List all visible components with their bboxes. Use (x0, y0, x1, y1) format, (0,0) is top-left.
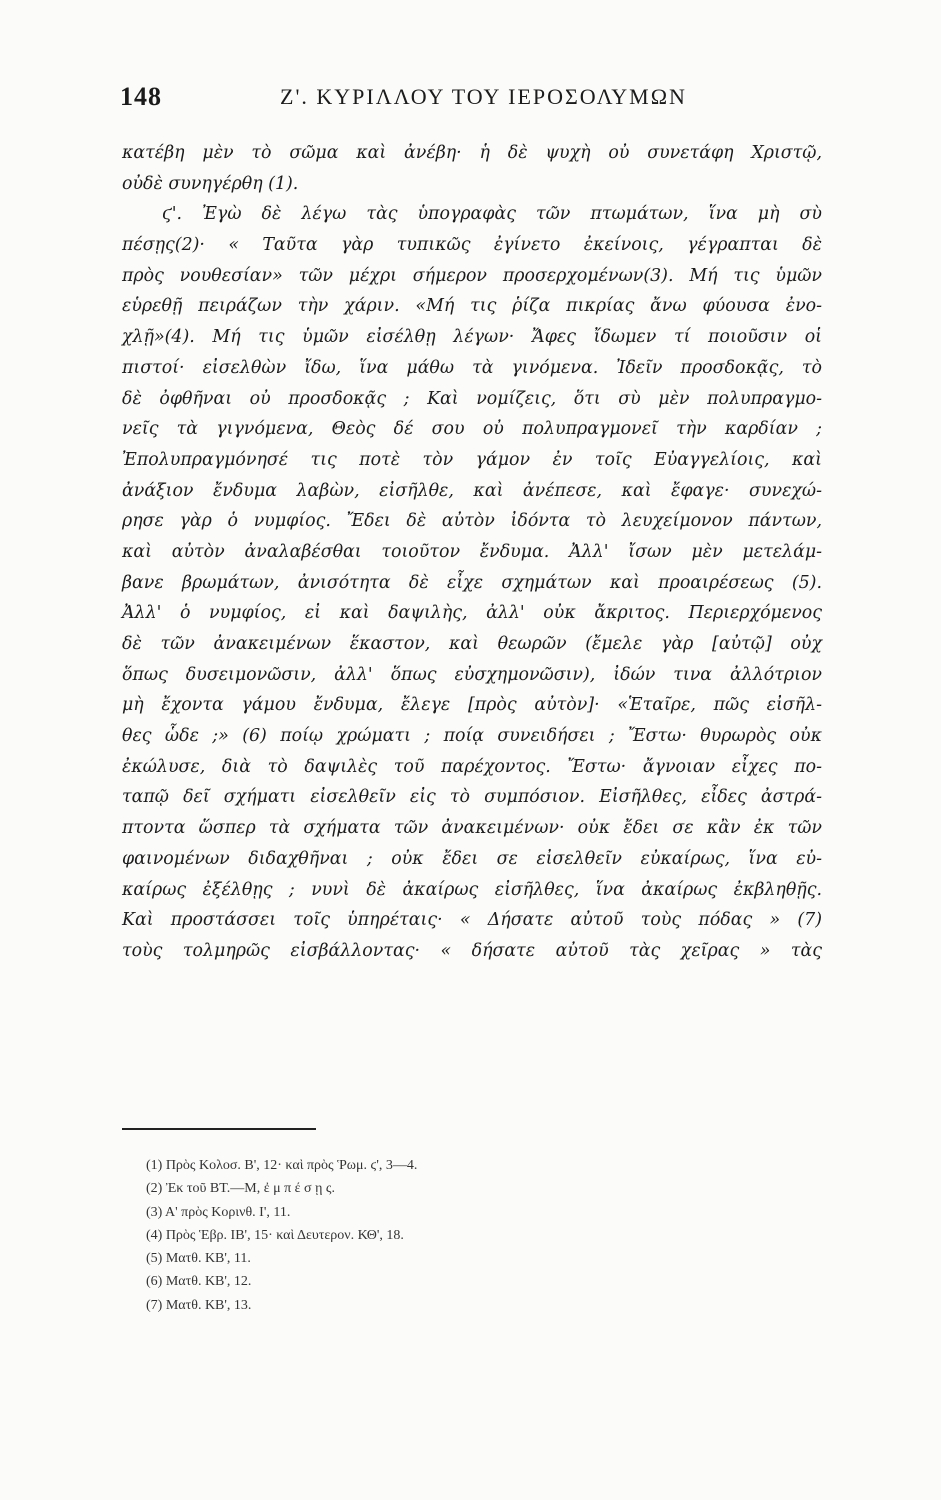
text-line: πτοντα ὥσπερ τὰ σχήματα τῶν ἀνακειμένων· οὐκ ἔδει σε κἂν ἐκ τῶν (122, 818, 822, 839)
text-line: πέσῃς(2)· « Ταῦτα γὰρ τυπικῶς ἐγίνετο ἐκείνοις, γέγραπται δὲ (122, 235, 822, 256)
footnote: (4) Πρὸς Ἑβρ. ΙΒ', 15· καὶ Δευτερον. ΚΘ', 18. (146, 1227, 404, 1243)
text-line: ϛ'. Ἐγὼ δὲ λέγω τὰς ὑπογραφὰς τῶν πτωμάτων, ἵνα μὴ σὺ (162, 204, 822, 225)
footnotes (146, 1154, 646, 1317)
text-line: ὅπως δυσειμονῶσιν, ἀλλ' ὅπως εὐσχημονῶσιν), ἰδών τινα ἀλλότριον (122, 664, 822, 685)
text-line: Καὶ προστάσσει τοῖς ὑπηρέταις· « Δήσατε αὐτοῦ τοὺς πόδας » (7) (122, 910, 822, 931)
text-line: ἐκώλυσε, διὰ τὸ δαψιλὲς τοῦ παρέχοντος. Ἔστω· ἄγνοιαν εἶχες πο- (122, 756, 822, 777)
text-line: δὲ ὀφθῆναι οὐ προσδοκᾷς ; Καὶ νομίζεις, ὅτι σὺ μὲν πολυπραγμο- (122, 388, 822, 409)
text-line: φαινομένων διδαχθῆναι ; οὐκ ἔδει σε εἰσελθεῖν εὐκαίρως, ἵνα εὐ- (122, 848, 822, 869)
page-header (120, 82, 820, 122)
text-line: καίρως ἐξέλθῃς ; νυνὶ δὲ ἀκαίρως εἰσῆλθες, ἵνα ἀκαίρως ἐκβληθῇς. (122, 879, 822, 900)
page-number: 148 (120, 82, 162, 111)
footnote: (2) Ἐκ τοῦ ΒΤ.—Μ, ἐ μ π έ σ ῃ ς. (146, 1181, 335, 1197)
text-line: Ἐπολυπραγμόνησέ τις ποτὲ τὸν γάμον ἐν τοῖς Εὐαγγελίοις, καὶ (122, 449, 822, 470)
running-title: Ζ'. ΚΥΡΙΛΛΟΥ ΤΟΥ ΙΕΡΟΣΟΛΥΜΩΝ (280, 84, 687, 109)
text-line: δὲ τῶν ἀνακειμένων ἕκαστον, καὶ θεωρῶν (ἔμελε γὰρ [αὐτῷ] οὐχ (122, 634, 822, 654)
text-line: θες ὧδε ;» (6) ποίῳ χρώματι ; ποίᾳ συνειδήσει ; Ἔστω· θυρωρὸς οὐκ (122, 726, 822, 747)
text-line: κατέβη μὲν τὸ σῶμα καὶ ἀνέβη· ἡ δὲ ψυχὴ οὐ συνετάφη Χριστῷ, (122, 143, 822, 163)
footnote: (1) Πρὸς Κολοσ. Β', 12· καὶ πρὸς Ῥωμ. ϛ', 3—4. (146, 1158, 418, 1173)
text-line: ἀνάξιον ἔνδυμα λαβὼν, εἰσῆλθε, καὶ ἀνέπεσε, καὶ ἔφαγε· συνεχώ- (122, 480, 822, 501)
text-line: πιστοί· εἰσελθὼν ἴδω, ἵνα μάθω τὰ γινόμενα. Ἰδεῖν προσδοκᾷς, τὸ (122, 357, 822, 378)
text-line: οὐδὲ συνηγέρθη (1). (122, 173, 299, 194)
text-line: τοὺς τολμηρῶς εἰσβάλλοντας· « δήσατε αὐτοῦ τὰς χεῖρας » τὰς (122, 940, 822, 961)
text-line: νεῖς τὰ γιγνόμενα, Θεὸς δέ σου οὐ πολυπραγμονεῖ τὴν καρδίαν ; (122, 419, 822, 440)
text-line: εὑρεθῇ πειράζων τὴν χάριν. «Μή τις ῥίζα πικρίας ἄνω φύουσα ἐνο- (122, 296, 822, 317)
footnote: (5) Ματθ. ΚΒ', 11. (146, 1251, 251, 1267)
footnote-divider (122, 1128, 316, 1130)
text-line: ρησε γὰρ ὁ νυμφίος. Ἔδει δὲ αὐτὸν ἰδόντα τὸ λευχείμονον πάντων, (122, 511, 822, 532)
text-line: καὶ αὐτὸν ἀναλαβέσθαι τοιοῦτον ἔνδυμα. Ἀλλ' ἴσων μὲν μετελάμ- (122, 541, 822, 562)
footnote: (7) Ματθ. ΚΒ', 13. (146, 1297, 252, 1313)
text-line: Ἀλλ' ὁ νυμφίος, εἰ καὶ δαψιλὴς, ἀλλ' οὐκ ἄκριτος. Περιερχόμενος (122, 603, 822, 624)
footnote: (6) Ματθ. ΚΒ', 12. (146, 1274, 252, 1290)
text-line: βανε βρωμάτων, ἀνισότητα δὲ εἶχε σχημάτων καὶ προαιρέσεως (5). (122, 572, 822, 593)
text-line: πρὸς νουθεσίαν» τῶν μέχρι σήμερον προσερχομένων(3). Μή τις ὑμῶν (122, 265, 822, 286)
text-line: χλῇ»(4). Μή τις ὑμῶν εἰσέλθῃ λέγων· Ἄφες ἴδωμεν τί ποιοῦσιν οἱ (122, 327, 822, 348)
body-text (122, 138, 822, 967)
text-line: ταπῷ δεῖ σχήματι εἰσελθεῖν εἰς τὸ συμπόσιον. Εἰσῆλθες, εἶδες ἀστρά- (122, 787, 822, 808)
text-line: μὴ ἔχοντα γάμου ἔνδυμα, ἔλεγε [πρὸς αὐτὸν]· «Ἑταῖρε, πῶς εἰσῆλ- (122, 695, 822, 716)
footnote: (3) Α' πρὸς Κορινθ. Ι', 11. (146, 1204, 291, 1220)
